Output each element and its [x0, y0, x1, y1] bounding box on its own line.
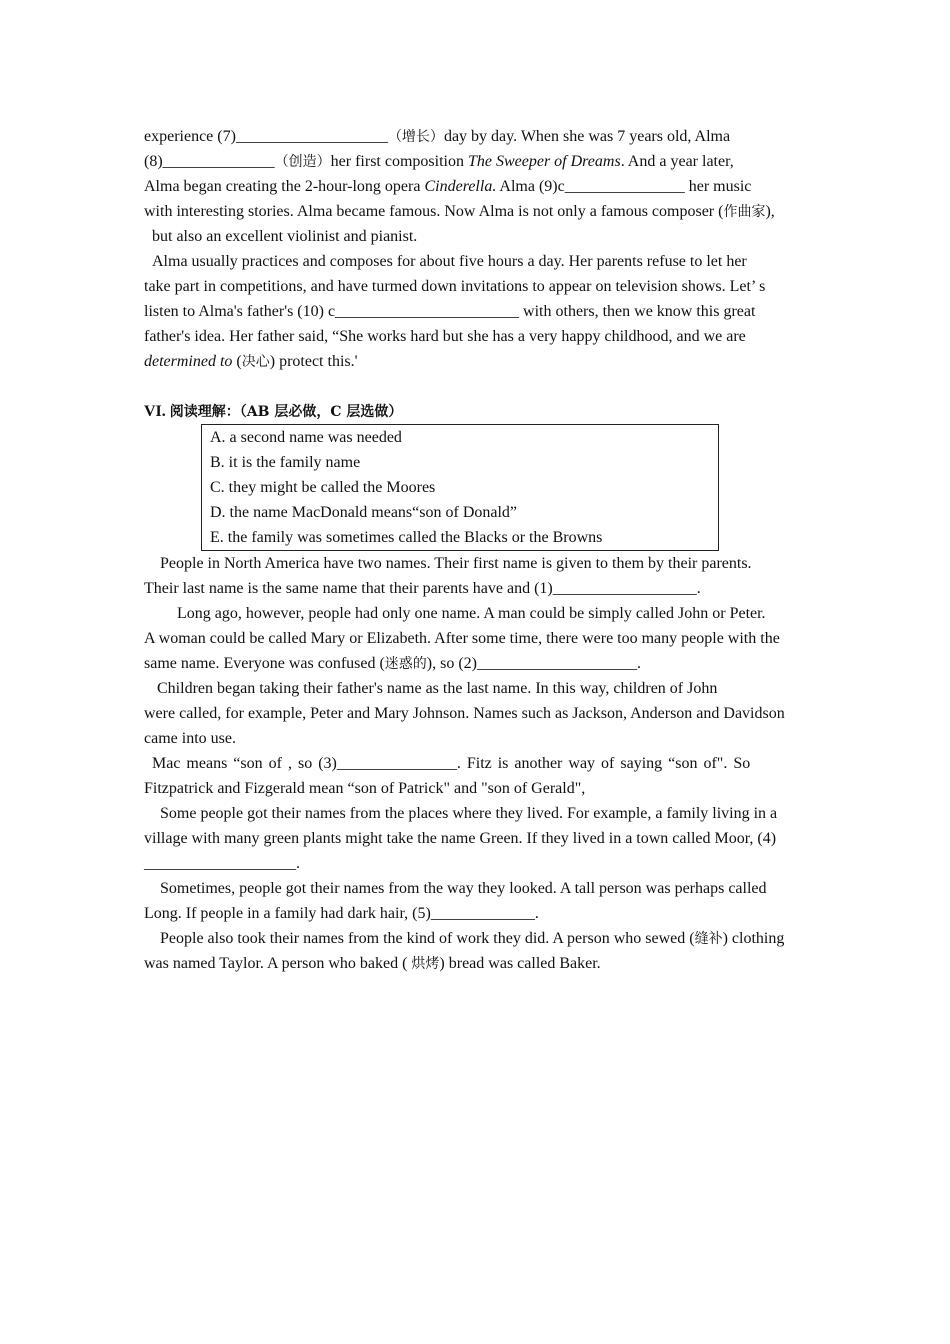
- text-span: ) bread was called Baker.: [439, 955, 601, 972]
- text-line: Sometimes, people got their names from the way they looked. A tall person was perhaps called: [160, 880, 767, 897]
- chinese-hint: 烘烤: [411, 956, 440, 972]
- text-line: Some people got their names from the places where they lived. For example, a family living in a: [160, 805, 778, 822]
- text-line: Long. If people in a family had dark hair, (5)_____________.: [144, 905, 539, 922]
- text-line: [144, 349, 810, 374]
- chinese-hint: 作曲家: [723, 204, 766, 220]
- text-line: Alma usually practices and composes for about five hours a day. Her parents refuse to let her: [152, 253, 747, 270]
- text-span: ) protect this.': [269, 353, 358, 370]
- text-span: ),: [765, 203, 775, 220]
- spacer: [144, 374, 810, 399]
- italic-title: The Sweeper of Dreams: [467, 153, 621, 170]
- text-span: was named Taylor. A person who baked (: [144, 955, 412, 972]
- text-line: People in North America have two names. Their first name is given to them by their parents.: [160, 555, 752, 572]
- text-span: experience (7)___________________: [144, 128, 388, 145]
- chinese-hint: （增长）: [387, 129, 444, 145]
- text-line: [144, 149, 810, 174]
- text-span: People also took their names from the kind of work they did. A person who sewed (: [160, 930, 695, 947]
- text-span: day by day. When she was 7 years old, Alma: [443, 128, 731, 145]
- text-span: her first composition: [330, 153, 468, 170]
- text-span: ) clothing: [722, 930, 785, 947]
- option-item: B. it is the family name: [210, 454, 361, 471]
- text-line: were called, for example, Peter and Mary Johnson. Names such as Jackson, Anderson and Davidson: [144, 705, 785, 722]
- chinese-hint: 迷惑的: [384, 656, 427, 672]
- option-item: A. a second name was needed: [210, 429, 402, 446]
- text-line: came into use.: [144, 730, 236, 747]
- passage-names: [144, 551, 810, 976]
- document-page: [144, 124, 810, 976]
- italic-title: Cinderella.: [424, 178, 497, 195]
- text-line: [144, 174, 810, 199]
- text-line: [144, 926, 810, 951]
- options-box: [201, 424, 719, 551]
- chinese-hint: （创造）: [274, 154, 331, 170]
- text-line: take part in competitions, and have turmed down invitations to appear on television shows. Let’ s: [144, 278, 766, 295]
- text-line: village with many green plants might take the name Green. If they lived in a town called Moor, (4): [144, 830, 777, 847]
- chinese-hint: 决心: [241, 354, 270, 370]
- text-span: with interesting stories. Alma became famous. Now Alma is not only a famous composer (: [144, 203, 724, 220]
- option-item: D. the name MacDonald means“son of Donald”: [210, 504, 518, 521]
- text-line: [144, 951, 810, 976]
- text-span: Alma began creating the 2-hour-long opera: [144, 178, 425, 195]
- text-span: ), so (2)____________________.: [426, 655, 642, 672]
- text-line: father's idea. Her father said, “She works hard but she has a very happy childhood, and we are: [144, 328, 746, 345]
- text-line: Fitzpatrick and Fizgerald mean “son of Patrick" and "son of Gerald",: [144, 780, 586, 797]
- text-line: [144, 651, 810, 676]
- text-line: ___________________.: [144, 855, 300, 872]
- text-line: Mac means “son of , so (3)_______________. Fitz is another way of saying “son of". So: [152, 755, 751, 772]
- section-heading: [144, 399, 810, 424]
- text-line: [144, 199, 810, 224]
- text-span: same name. Everyone was confused (: [144, 655, 385, 672]
- text-span: Alma (9)c_______________ her music: [496, 178, 752, 195]
- text-line: listen to Alma's father's (10) c_______________________ with others, then we know this great: [144, 303, 756, 320]
- text-line: Children began taking their father's name as the last name. In this way, children of John: [157, 680, 718, 697]
- text-line: but also an excellent violinist and pianist.: [152, 228, 418, 245]
- italic-phrase: determined to: [144, 353, 233, 370]
- section-number: VI.: [144, 403, 170, 420]
- text-line: Long ago, however, people had only one name. A man could be simply called John or Peter.: [177, 605, 766, 622]
- text-span: (8)______________: [144, 153, 275, 170]
- option-item: C. they might be called the Moores: [210, 479, 436, 496]
- option-item: E. the family was sometimes called the Blacks or the Browns: [210, 529, 603, 546]
- text-span: . And a year later,: [620, 153, 734, 170]
- text-span: (: [232, 353, 242, 370]
- section-title: 阅读理解：（AB 层必做，C 层选做）: [169, 404, 403, 420]
- chinese-hint: 缝补: [694, 931, 723, 947]
- passage-alma: [144, 124, 810, 374]
- text-line: Their last name is the same name that their parents have and (1)__________________.: [144, 580, 701, 597]
- text-line: [144, 124, 810, 149]
- text-line: A woman could be called Mary or Elizabeth. After some time, there were too many people with the: [144, 630, 780, 647]
